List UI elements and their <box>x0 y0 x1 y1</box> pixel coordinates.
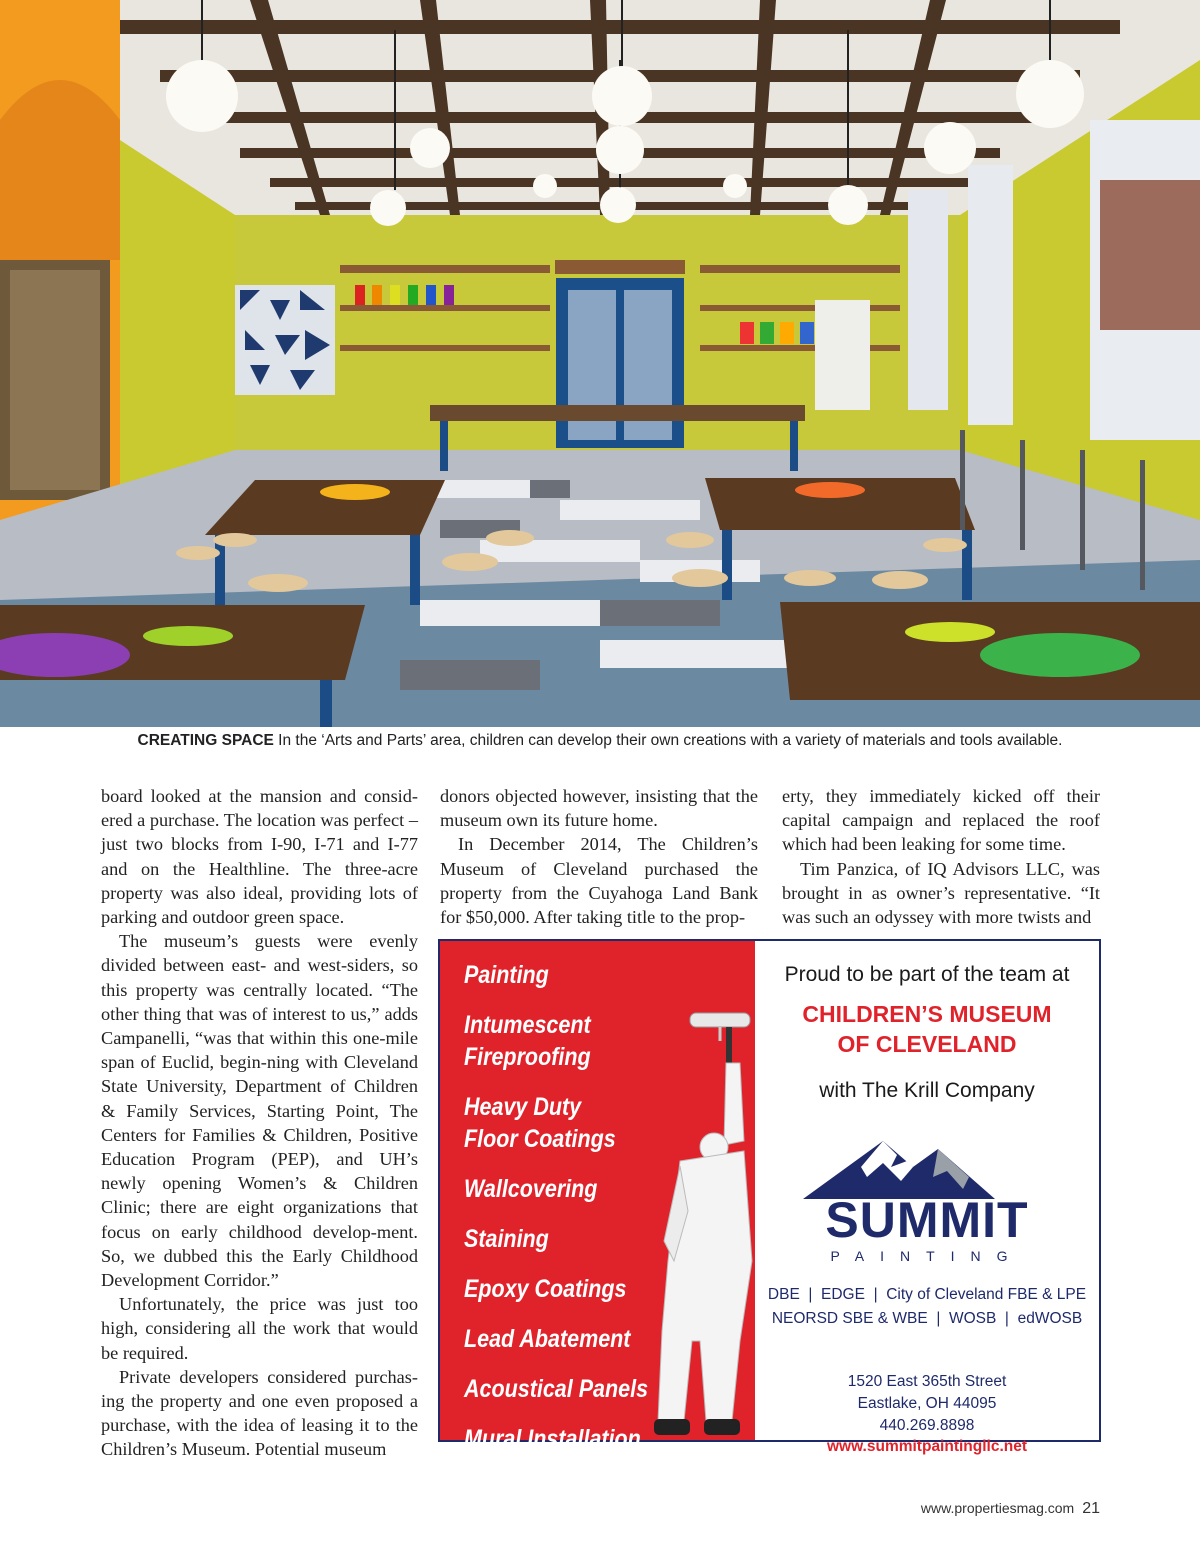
paragraph: The museum’s guests were evenly divided between east- and west-siders, so this property was centrally located. “The other thing that was of interest to us,” adds Campanelli, “was that within this one-mile span of Euclid, begin-ning with Cleveland State University, Department of Children & Family Services, Starting Point, The Centers for Families & Children, Positive Education Program (PEP), and UH’s newly opening Women’s & Children Clinic; there are eight organizations that focus on early childhood develop-ment. So, we dubbed this the Early Childhood Development Corridor.” <box>101 931 418 1291</box>
address-line1: 1520 East 365th Street <box>847 1373 1007 1390</box>
classroom-illustration <box>0 0 1200 727</box>
paragraph: Tim Panzica, of IQ Advisors LLC, was brought in as owner’s representative. “It was such an odyssey with more twists and <box>782 858 1100 928</box>
article-column-2 <box>440 784 758 929</box>
caption-lead: CREATING SPACE <box>137 732 274 749</box>
summit-painting-ad <box>438 939 1101 1455</box>
photo-caption <box>0 732 1200 750</box>
website-link[interactable]: www.summitpaintingllc.net <box>826 1438 1028 1455</box>
certs-line2: NEORSD SBE & WBE | WOSB | edWOSB <box>771 1310 1083 1327</box>
service-item: Intumescent <box>464 1011 591 1039</box>
service-item: Painting <box>464 961 549 989</box>
paragraph: Unfortunately, the price was just too high, considering all the work that would be required. <box>101 1294 418 1363</box>
logo-word: SUMMIT <box>825 1192 1029 1248</box>
service-item: Epoxy Coatings <box>464 1275 627 1303</box>
address-line2: Eastlake, OH 44095 <box>857 1395 997 1412</box>
museum-name-line1: CHILDREN’S MUSEUM <box>802 1001 1052 1027</box>
service-item: Acoustical Panels <box>464 1375 649 1403</box>
summit-logo <box>763 1137 1091 1269</box>
paragraph: board looked at the mansion and consid-ered a purchase. The location was perfect – just two blocks from I-90, I-71 and I-77 and on the Healthline. The three-acre property was also ideal, providing lots of parking and outdoor green space. <box>101 786 418 928</box>
article-column-1 <box>101 784 418 1462</box>
krill-text: with The Krill Company <box>819 1079 1035 1102</box>
certs-line1: DBE | EDGE | City of Cleveland FBE & LPE <box>767 1286 1087 1303</box>
painter-icon <box>640 1011 770 1441</box>
paragraph: Private developers considered purchas-ing the property and one even proposed a purchase, with the idea of leasing it to the Children’s Museum. Potential museum <box>101 1366 418 1460</box>
paragraph: In December 2014, The Children’s Museum of Cleveland purchased the property from the Cuyahoga Land Bank for $50,000. After taking title to the prop- <box>440 834 758 928</box>
museum-name <box>755 999 1099 1059</box>
museum-name-line2: OF CLEVELAND <box>837 1031 1017 1057</box>
paragraph: donors objected however, insisting that the museum own its future home. <box>440 786 758 831</box>
caption-text: In the ‘Arts and Parts’ area, children can develop their own creations with a variety of materials and tools available. <box>273 732 1063 749</box>
service-item: Floor Coatings <box>464 1125 616 1153</box>
classroom-photo <box>0 0 1200 727</box>
footer-url[interactable]: www.propertiesmag.com <box>920 1500 1075 1516</box>
services-panel <box>440 941 755 1453</box>
certifications <box>755 1283 1099 1331</box>
service-item: Mural Installation <box>464 1425 641 1453</box>
article-column-3 <box>782 784 1100 929</box>
page-number: 21 <box>1082 1500 1100 1517</box>
service-item: Lead Abatement <box>464 1325 631 1353</box>
service-item: Heavy Duty <box>464 1093 582 1121</box>
phone-number: 440.269.8898 <box>879 1417 975 1434</box>
logo-sub: PAINTING <box>830 1248 1024 1264</box>
page-footer <box>921 1500 1100 1518</box>
service-item: Staining <box>464 1225 549 1253</box>
service-item: Wallcovering <box>464 1175 598 1203</box>
service-item: Fireproofing <box>464 1043 591 1071</box>
sponsor-panel <box>755 941 1099 1455</box>
proud-text: Proud to be part of the team at <box>784 963 1070 986</box>
address-block <box>755 1371 1099 1437</box>
paragraph: erty, they immediately kicked off their capital campaign and replaced the roof which had been leaking for some time. <box>782 786 1100 855</box>
